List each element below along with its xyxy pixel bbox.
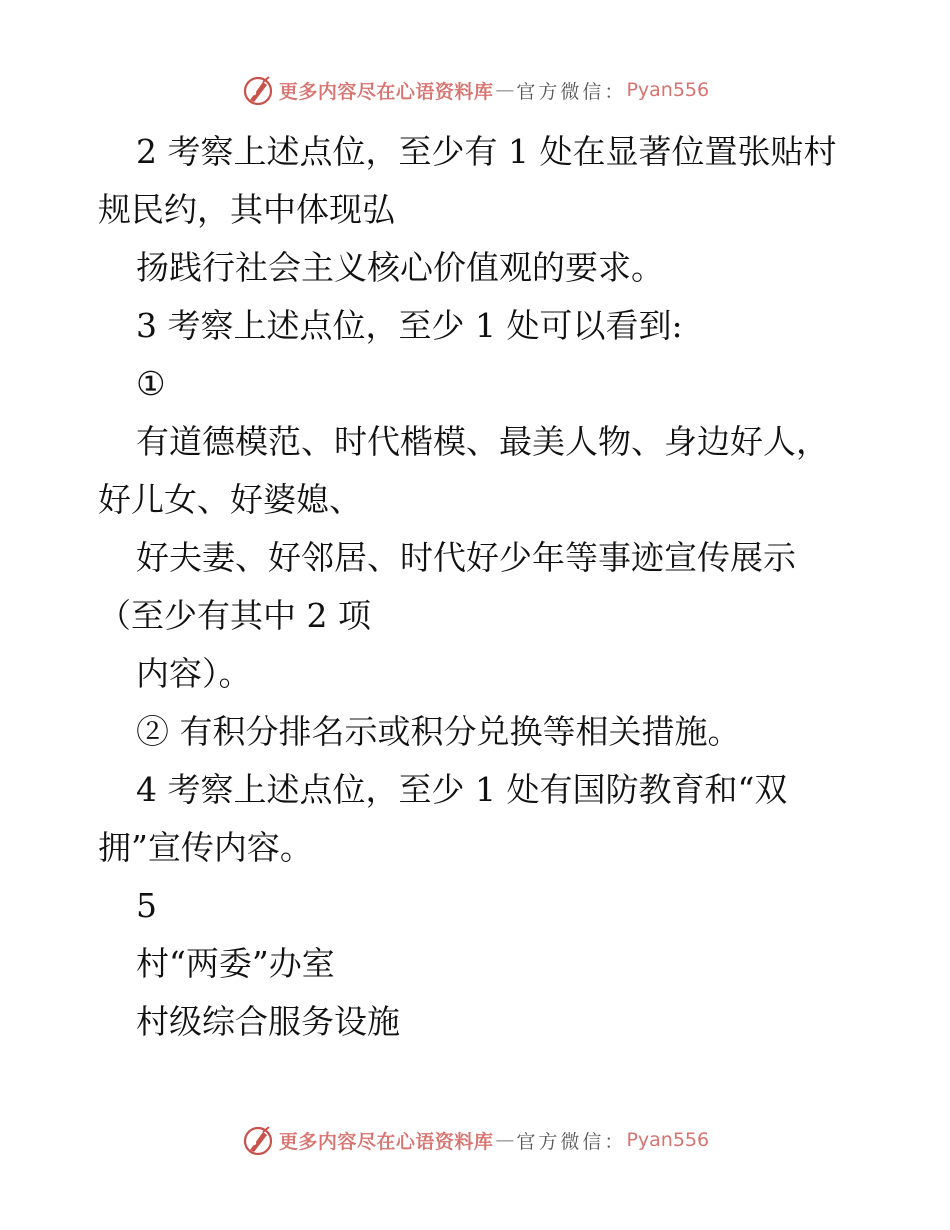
text-line: 3 考察上述点位，至少 1 处可以看到: <box>136 306 683 345</box>
watermark-wechat-id: Pyan556 <box>626 79 710 101</box>
text-line: ① <box>136 364 166 403</box>
text-line: 扬践行社会主义核心价值观的要求。 <box>136 248 664 287</box>
quill-pen-logo-icon <box>241 73 275 107</box>
quill-pen-logo-icon <box>241 1123 275 1157</box>
text-line: 村级综合服务设施 <box>136 1002 400 1041</box>
text-line: 好儿女、好婆媳、 <box>98 480 362 519</box>
watermark-footer <box>0 1120 950 1160</box>
text-line: 有道德模范、时代楷模、最美人物、身边好人， <box>136 422 829 461</box>
document-body <box>98 123 858 1051</box>
text-line: 4 考察上述点位，至少 1 处有国防教育和“双 <box>136 770 788 809</box>
text-line: 规民约，其中体现弘 <box>98 190 395 229</box>
text-line: 内容）。 <box>136 654 252 693</box>
text-line: （至少有其中 2 项 <box>98 596 371 635</box>
watermark-header <box>0 70 950 110</box>
watermark-separator: — <box>495 1129 515 1151</box>
text-line: 好夫妻、好邻居、时代好少年等事迹宣传展示 <box>136 538 796 577</box>
text-line: 村“两委”办室 <box>136 944 335 983</box>
text-line: 拥”宣传内容。 <box>98 828 313 867</box>
text-line: 2 考察上述点位，至少有 1 处在显著位置张贴村 <box>136 132 837 171</box>
watermark-label: 官方微信： <box>516 80 627 103</box>
text-line: ② 有积分排名示或积分兑换等相关措施。 <box>136 712 741 751</box>
watermark-main-text: 更多内容尽在心语资料库 <box>278 1130 494 1153</box>
watermark-separator: — <box>495 79 515 101</box>
watermark-label: 官方微信： <box>516 1130 627 1153</box>
watermark-main-text: 更多内容尽在心语资料库 <box>278 80 494 103</box>
text-line: 5 <box>136 886 157 925</box>
watermark-wechat-id: Pyan556 <box>626 1129 710 1151</box>
